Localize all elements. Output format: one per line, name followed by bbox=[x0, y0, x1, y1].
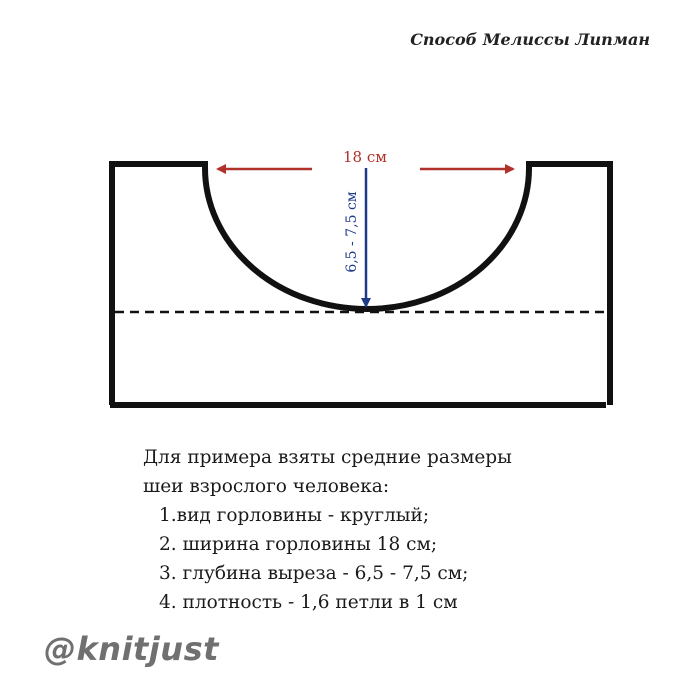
notes-intro-line-2: шеи взрослого человека: bbox=[143, 476, 390, 497]
notes-list-item: 4. плотность - 1,6 петли в 1 см bbox=[159, 592, 458, 613]
notes-list-item: 3. глубина выреза - 6,5 - 7,5 см; bbox=[159, 563, 469, 584]
notes-list-item: 2. ширина горловины 18 см; bbox=[159, 534, 438, 555]
notes-list-item: 1.вид горловины - круглый; bbox=[159, 505, 430, 526]
page-title: Способ Мелиссы Липман bbox=[410, 30, 650, 49]
garment-outline bbox=[112, 164, 610, 405]
notes-list bbox=[143, 501, 512, 617]
watermark-handle: @knitjust bbox=[44, 630, 219, 668]
notes-block bbox=[143, 443, 512, 617]
notes-intro-line-1: Для примера взяты средние размеры bbox=[143, 447, 512, 468]
neckline-depth-label: 6,5 - 7,5 см bbox=[344, 191, 360, 273]
neckline-width-label: 18 см bbox=[343, 148, 387, 166]
